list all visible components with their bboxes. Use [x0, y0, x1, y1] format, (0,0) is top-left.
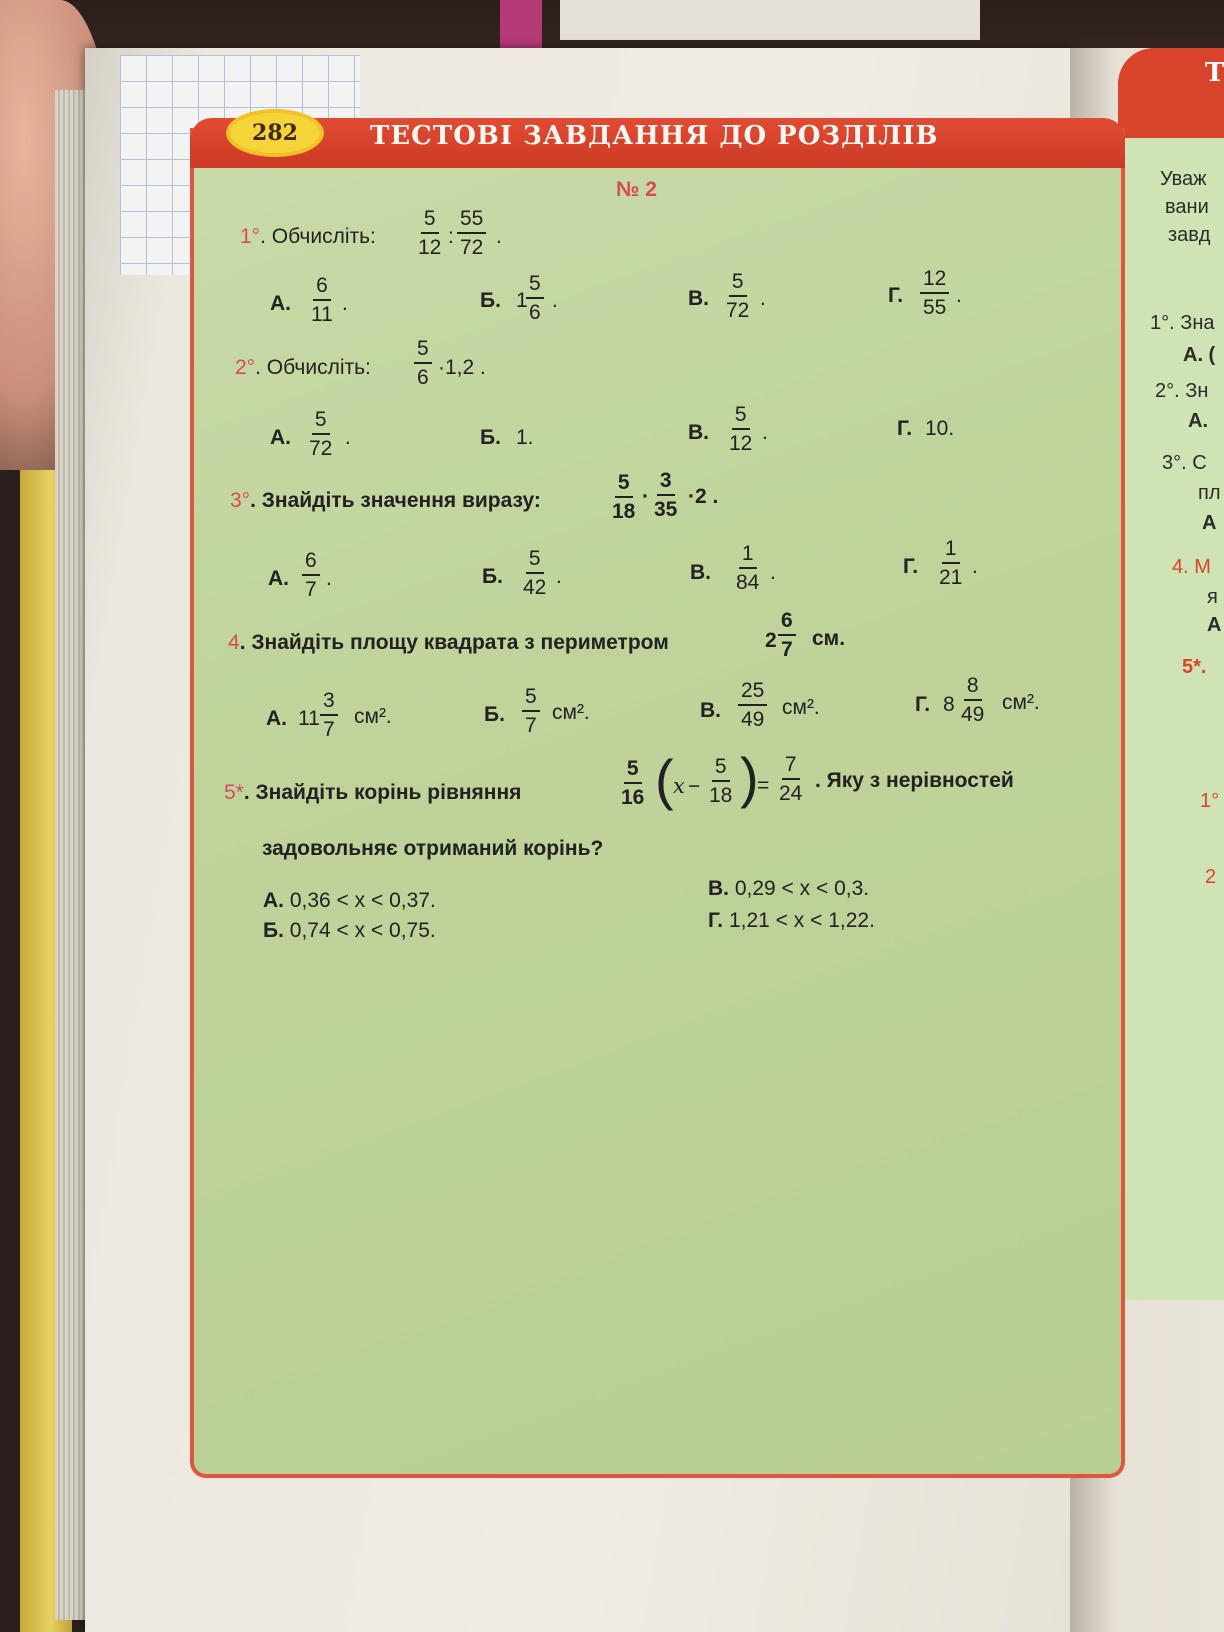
period: .: [496, 225, 502, 248]
operator: ·: [642, 485, 649, 508]
fraction: $\frac{8}{49}$: [961, 674, 985, 726]
answer-label: В.: [700, 699, 721, 722]
answer-label: А.: [270, 426, 291, 449]
fraction: $\frac{5}{72}$: [726, 270, 750, 322]
paper-sheet: [560, 0, 980, 40]
period: .: [770, 561, 776, 584]
right-line-1: Уваж: [1160, 168, 1207, 190]
answer-label: Б.: [484, 703, 505, 726]
answer-label: В.: [688, 421, 709, 444]
fraction: $\frac{1}{84}$: [736, 542, 760, 594]
period: .: [956, 284, 962, 307]
fraction: $\frac{5}{18}$: [612, 471, 636, 523]
period: .: [326, 567, 332, 590]
fraction: $\frac{1}{21}$: [939, 537, 963, 589]
fraction: $\frac{6}{11}$: [311, 274, 333, 326]
period: .: [342, 292, 348, 315]
answer-label: Г.: [903, 555, 919, 578]
expression-rest: ·1,2 .: [438, 356, 486, 379]
fraction: $\frac{5}{16}$: [621, 757, 645, 809]
expression-rest: ·2 .: [688, 485, 719, 508]
right-item: 4. М: [1172, 556, 1211, 578]
right-line-3: завд: [1168, 224, 1211, 246]
answer-label: Б.: [480, 289, 501, 312]
fraction: $\frac{55}{72}$: [457, 208, 486, 258]
equals-sign: =: [757, 774, 770, 797]
fraction: $\frac{25}{49}$: [738, 680, 767, 730]
whole-part: 1: [516, 289, 528, 312]
period: .: [556, 565, 562, 588]
question-2: 2°. Обчисліть:: [235, 356, 371, 379]
right-item: А: [1207, 614, 1222, 636]
section-number: № 2: [616, 178, 657, 201]
question-5-tail: . Яку з нерівностей: [815, 769, 1014, 792]
right-parenthesis: ): [740, 746, 759, 809]
right-item: 3°. С: [1162, 452, 1207, 474]
unit: см.: [812, 627, 846, 650]
right-line-2: вани: [1165, 196, 1209, 218]
question-5-line2: задовольняє отриманий корінь?: [262, 837, 604, 860]
whole-part: 11: [298, 707, 320, 730]
fraction: $\frac{3}{7}$: [320, 690, 338, 740]
answer-label: А.: [268, 567, 289, 590]
page-number-badge: 282: [230, 113, 320, 153]
period: .: [345, 426, 351, 449]
right-item: А: [1202, 512, 1217, 534]
question-5: 5*. Знайдіть корінь рівняння: [224, 781, 522, 804]
answer-label: В.: [690, 561, 711, 584]
right-item: 2°. Зн: [1155, 380, 1209, 402]
fraction: $\frac{7}{24}$: [779, 753, 803, 805]
left-parenthesis: (: [655, 748, 674, 811]
fraction: $\frac{5}{12}$: [729, 403, 753, 455]
right-item: я: [1207, 586, 1218, 608]
answer-label: А.: [270, 292, 291, 315]
unit: см².: [354, 705, 392, 728]
unit: см².: [1002, 691, 1040, 714]
right-page-box: [1118, 100, 1224, 1300]
fraction: $\frac{5}{12}$: [418, 207, 442, 259]
answer-label: Г.: [915, 693, 931, 716]
fraction: $\frac{5}{18}$: [709, 755, 733, 807]
answer-value: 10.: [925, 417, 955, 440]
fraction: $\frac{6}{7}$: [778, 610, 796, 660]
right-item: 2: [1205, 866, 1217, 888]
right-banner-letter: Т: [1205, 58, 1224, 88]
fraction: $\frac{5}{6}$: [414, 338, 432, 388]
answer-label: Б.: [480, 426, 501, 449]
whole-part: 2: [765, 629, 777, 652]
period: .: [972, 555, 978, 578]
answer-label: В.: [688, 287, 709, 310]
fraction: $\frac{5}{6}$: [526, 273, 544, 323]
period: .: [552, 289, 558, 312]
fraction: $\frac{5}{72}$: [309, 408, 333, 460]
answer-c: В. 0,29 < x < 0,3.: [708, 877, 870, 900]
right-item: А. (: [1183, 344, 1216, 366]
right-item: 5*.: [1182, 656, 1207, 678]
answer-label: Г.: [888, 284, 904, 307]
right-item: 1°. Зна: [1150, 312, 1215, 334]
question-3: 3°. Знайдіть значення виразу:: [230, 489, 541, 512]
right-item: 1°: [1200, 790, 1220, 812]
fraction: $\frac{5}{42}$: [523, 547, 547, 599]
right-item: А.: [1188, 410, 1208, 432]
variable-x: x: [673, 774, 685, 798]
answer-value: 1.: [516, 426, 534, 449]
answer-a: А. 0,36 < x < 0,37.: [263, 889, 436, 912]
question-4: 4. Знайдіть площу квадрата з периметром: [228, 631, 669, 654]
answer-d: Г. 1,21 < x < 1,22.: [708, 909, 875, 932]
question-1: 1°. Обчисліть:: [240, 225, 376, 248]
fraction: $\frac{5}{7}$: [522, 686, 540, 736]
operator: :: [448, 225, 454, 248]
answer-b: Б. 0,74 < x < 0,75.: [263, 919, 436, 942]
answer-label: Б.: [482, 565, 503, 588]
minus-sign: −: [688, 775, 701, 798]
whole-part: 8: [943, 693, 955, 716]
fraction: $\frac{12}{55}$: [920, 268, 949, 318]
fraction: $\frac{6}{7}$: [302, 550, 320, 600]
right-item: пл: [1198, 482, 1221, 504]
answer-label: Г.: [897, 417, 913, 440]
unit: см².: [782, 696, 820, 719]
answer-label: А.: [266, 707, 287, 730]
period: .: [760, 287, 766, 310]
unit: см².: [552, 701, 590, 724]
fraction: $\frac{3}{35}$: [654, 469, 678, 521]
header-title: ТЕСТОВІ ЗАВДАННЯ ДО РОЗДІЛІВ: [370, 121, 939, 151]
period: .: [762, 421, 768, 444]
